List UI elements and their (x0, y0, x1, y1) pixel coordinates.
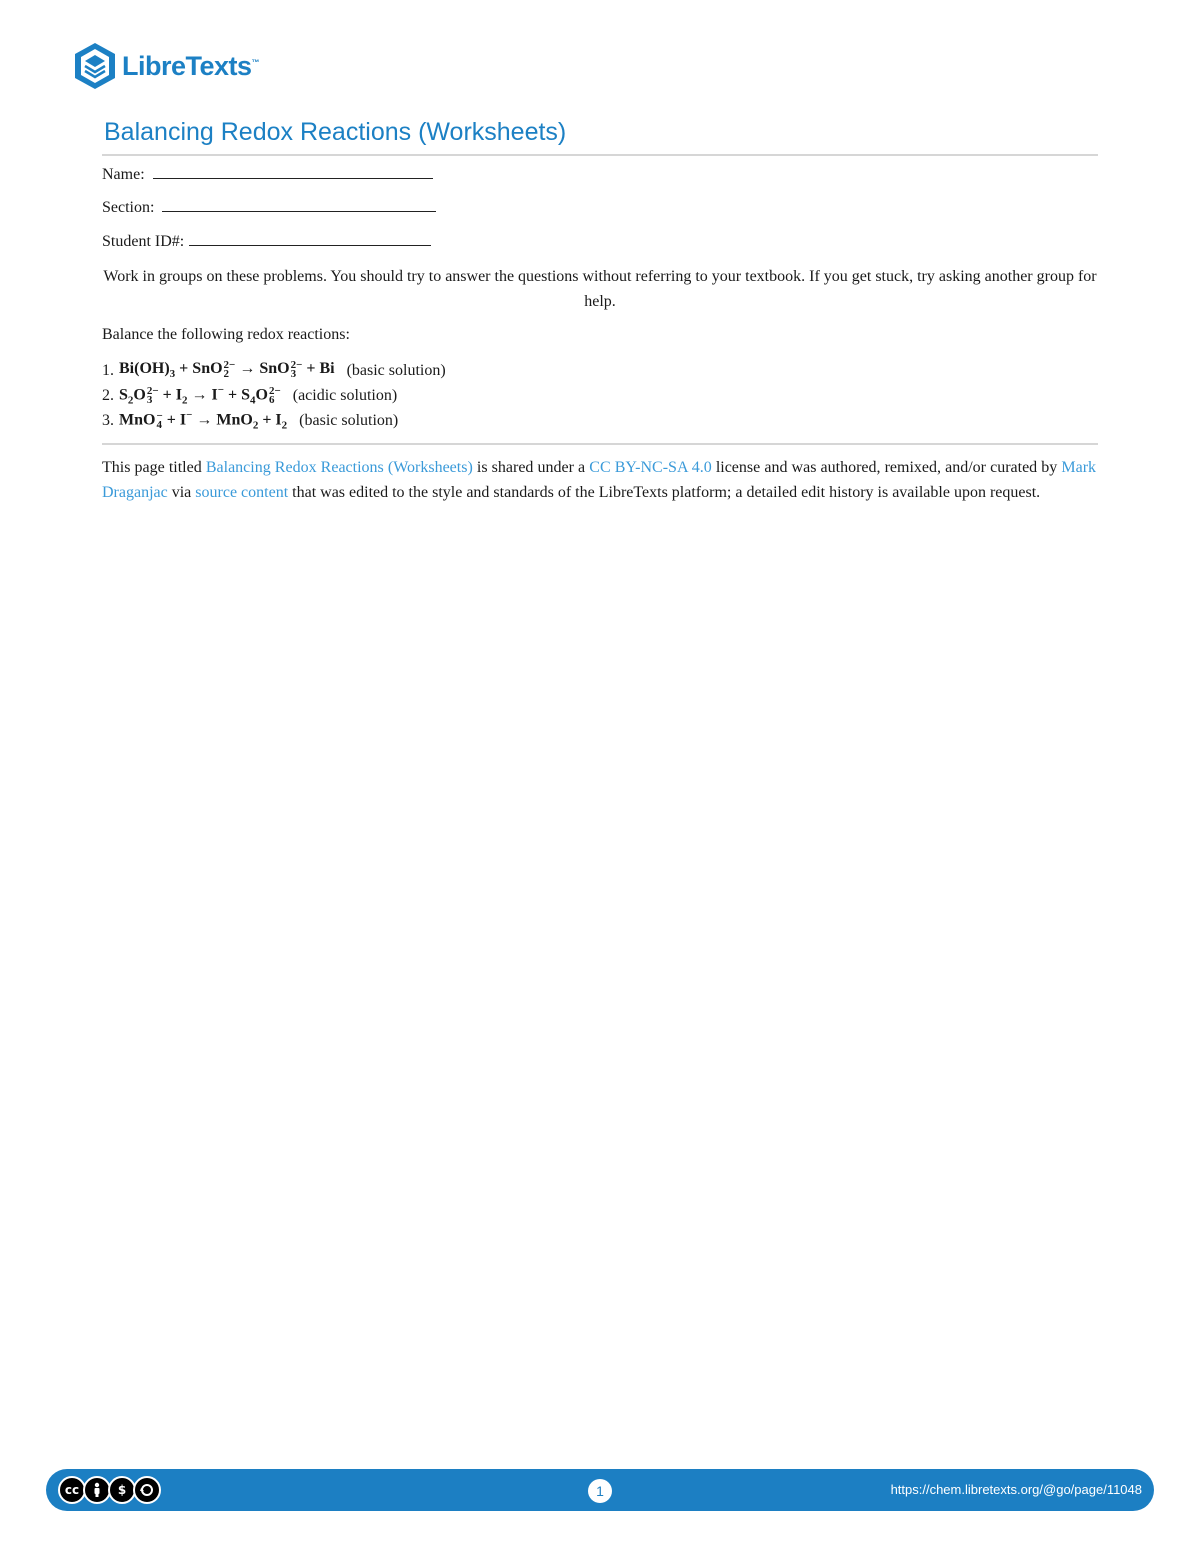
reaction-condition: (basic solution) (346, 361, 446, 379)
name-blank[interactable] (153, 164, 433, 179)
cc-icon: cc (58, 1476, 86, 1504)
author-link[interactable]: Mark Draganjac (102, 459, 1097, 501)
student-id-blank[interactable] (189, 231, 431, 246)
by-icon (83, 1476, 111, 1504)
attribution-text: This page titled Balancing Redox Reactions (Worksheets) is shared under a CC BY-NC-SA 4.0 license and was authored, remixed, and/or curated by Mark Draganjac via source content that was edited to the style and standards of the LibreTexts platform; a detailed edit history is available upon request. (102, 459, 1097, 501)
name-label: Name: (102, 166, 145, 183)
libretexts-logo-icon (72, 41, 118, 91)
nc-icon: $ (108, 1476, 136, 1504)
instruction-text: Balance the following redox reactions: (102, 326, 350, 343)
reaction-condition: (basic solution) (299, 411, 399, 429)
page-url[interactable]: https://chem.libretexts.org/@go/page/11048 (890, 1482, 1142, 1497)
reaction-condition: (acidic solution) (292, 386, 398, 404)
license-badge[interactable] (58, 1476, 161, 1504)
student-id-label: Student ID#: (102, 233, 185, 250)
reaction-equation: MnO − 4 + $I^- \to MnO_2 + I_2$ (119, 409, 288, 432)
section-label: Section: (102, 199, 155, 216)
reaction-number: 2. (102, 386, 114, 404)
libretexts-logo[interactable] (72, 40, 259, 92)
reaction-3 (102, 408, 398, 433)
title-divider (102, 154, 1098, 156)
license-link[interactable]: CC BY-NC-SA 4.0 (589, 459, 712, 476)
reaction-number: 1. (102, 361, 114, 379)
page-title: Balancing Redox Reactions (Worksheets) (104, 118, 567, 146)
page-number: 1 (588, 1479, 612, 1503)
reaction-equation: $S_2O$ 2− 3 + $I_2 \to I^- + S_4O$ 2− 6 (119, 384, 281, 407)
reaction-2 (102, 383, 397, 408)
section-field (102, 197, 436, 217)
section-blank[interactable] (162, 197, 436, 212)
title-link[interactable]: Balancing Redox Reactions (Worksheets) (205, 459, 473, 476)
reaction-number: 3. (102, 411, 114, 429)
name-field (102, 164, 433, 184)
intro-text: Work in groups on these problems. You should try to answer the questions without referring to your textbook. If you get stuck, try asking another group for help. (103, 268, 1097, 310)
attribution-divider (102, 443, 1098, 445)
logo-wordmark: LibreTexts™ (122, 50, 260, 81)
reaction-equation: $Bi(OH)_3$ + SnO 2− 2 → SnO 2− 3 + Bi (119, 358, 335, 381)
source-link[interactable]: source content (195, 483, 289, 501)
reaction-1 (102, 358, 446, 383)
sa-icon (133, 1476, 161, 1504)
student-id-field (102, 231, 431, 251)
